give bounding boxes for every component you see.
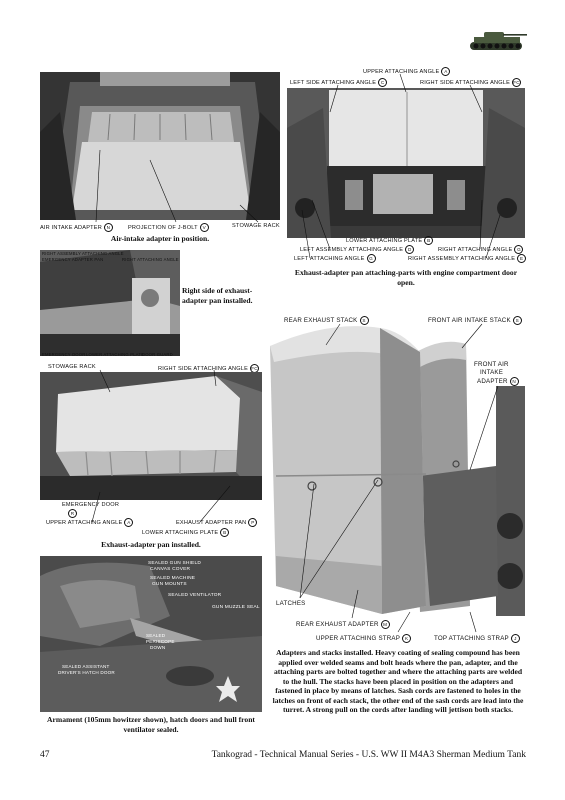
label-rear-exhaust-adapter: REAR EXHAUST ADAPTER M bbox=[296, 620, 390, 629]
label-latches: LATCHES bbox=[276, 600, 306, 607]
label-right-side-attaching-angle: RIGHT SIDE ATTACHING ANGLE FC bbox=[420, 79, 520, 86]
label-fig3-emergency-adapter-pan: EMERGENCY ADAPTER PAN bbox=[42, 257, 104, 262]
page-number: 47 bbox=[40, 750, 50, 760]
label-fig5-sealed-machine: SEALED MACHINE bbox=[150, 576, 196, 581]
label-right-assembly-attaching-angle: RIGHT ASSEMBLY ATTACHING ANGLE E bbox=[408, 254, 526, 263]
label-rear-exhaust-stack: REAR EXHAUST STACK S bbox=[284, 316, 369, 325]
label-left-side-attaching-angle: LEFT SIDE ATTACHING ANGLE C bbox=[290, 78, 387, 87]
label-fig4-door-key: R bbox=[68, 509, 77, 518]
label-fig5-sealed: SEALED bbox=[146, 633, 166, 638]
label-upper-attaching-strap: UPPER ATTACHING STRAP K bbox=[316, 634, 411, 643]
label-air-intake-adapter: AIR INTAKE ADAPTER N bbox=[40, 223, 113, 232]
label-fig3-door-guard: DOOR GUARD bbox=[142, 352, 173, 357]
label-front-air-intake-stack: FRONT AIR INTAKE STACK S bbox=[428, 316, 522, 325]
label-fig5-sealed-assistant: SEALED ASSISTANT bbox=[62, 664, 110, 669]
page-footer-title: Tankograd - Technical Manual Series - U.S. WW II M4A3 Sherman Medium Tank bbox=[211, 750, 526, 760]
label-fig4-stowage-rack: STOWAGE RACK bbox=[48, 364, 96, 370]
caption-fig4: Exhaust-adapter pan installed. bbox=[101, 540, 201, 549]
label-front-air-intake-adapter-1: FRONT AIR bbox=[474, 361, 509, 368]
label-fig5-periscope: PERISCOPE bbox=[146, 639, 175, 644]
caption-fig1: Air-intake adapter in position. bbox=[110, 234, 210, 243]
label-fig3-lower-attaching-plate: LOWER ATTACHING PLATE bbox=[86, 352, 145, 357]
label-fig4-emergency-door: EMERGENCY DOOR bbox=[62, 502, 120, 508]
label-front-air-intake-adapter-3: ADAPTER N bbox=[477, 377, 519, 386]
label-fig5-sealed-gun-shield: SEALED GUN SHIELD bbox=[148, 561, 201, 566]
label-fig5-down: DOWN bbox=[150, 645, 166, 650]
caption-fig2: Exhaust-adapter pan attaching-parts with engine compartment door open. bbox=[294, 268, 518, 287]
label-upper-attaching-angle: UPPER ATTACHING ANGLE A bbox=[363, 67, 450, 76]
label-fig4-exhaust-adapter-pan: EXHAUST ADAPTER PAN P bbox=[176, 518, 257, 527]
label-fig3-emergency-door: EMERGENCY DOOR bbox=[42, 352, 86, 357]
label-fig4-right-side-attaching-angle: RIGHT SIDE ATTACHING ANGLE FC bbox=[158, 365, 258, 372]
label-fig3-right-attaching-angle: RIGHT ATTACHING ANGLE bbox=[122, 257, 179, 262]
label-left-assembly-attaching-angle: LEFT ASSEMBLY ATTACHING ANGLE D bbox=[300, 245, 414, 254]
label-fig5-drivers-hatch-door: DRIVER'S HATCH DOOR bbox=[58, 670, 115, 675]
label-fig5-gun-muzzle-seal: GUN MUZZLE SEAL bbox=[212, 605, 260, 610]
caption-fig3: Right side of exhaust-adapter pan installed. bbox=[182, 286, 253, 305]
caption-fig5: Armament (105mm howitzer shown), hatch doors and hull front ventilator sealed. bbox=[47, 715, 255, 734]
label-fig4-upper-attaching-angle: UPPER ATTACHING ANGLE A bbox=[46, 518, 133, 527]
label-fig5-sealed-ventilator: SEALED VENTILATOR bbox=[168, 593, 222, 598]
label-fig3-right-assembly: RIGHT ASSEMBLY ATTACHING ANGLE bbox=[42, 251, 124, 256]
label-left-attaching-angle: LEFT ATTACHING ANGLE G bbox=[294, 254, 376, 263]
label-fig4-lower-attaching-plate: LOWER ATTACHING PLATE B bbox=[142, 528, 229, 537]
label-fig5-gun-mounts: GUN MOUNTS bbox=[152, 582, 187, 587]
label-lower-attaching-plate: LOWER ATTACHING PLATE B bbox=[346, 236, 433, 245]
label-top-attaching-strap: TOP ATTACHING STRAP J bbox=[434, 634, 520, 643]
label-fig5-canvas-cover: CANVAS COVER bbox=[150, 567, 191, 572]
label-right-attaching-angle: RIGHT ATTACHING ANGLE G bbox=[438, 245, 523, 254]
label-stowage-rack-1: STOWAGE RACK bbox=[232, 223, 280, 229]
caption-fig6: Adapters and stacks installed. Heavy coating of sealing compound has been applied over welded seams and bolt heads where the pan, adapter, and the attaching parts are bolted together and where the attaching parts are welded to the hull. The stacks have been placed in position on the adapters and fastened in place by means of latches. Sash cords are fastened to holes in the latches on front of each stack, the other end of the sash cords are lead into the turret. A strong pull on the cords after landing will jettison both stacks. bbox=[272, 648, 524, 714]
label-front-air-intake-adapter-2: INTAKE bbox=[480, 369, 504, 376]
label-projection-j-bolt: PROJECTION OF J-BOLT V bbox=[128, 223, 209, 232]
